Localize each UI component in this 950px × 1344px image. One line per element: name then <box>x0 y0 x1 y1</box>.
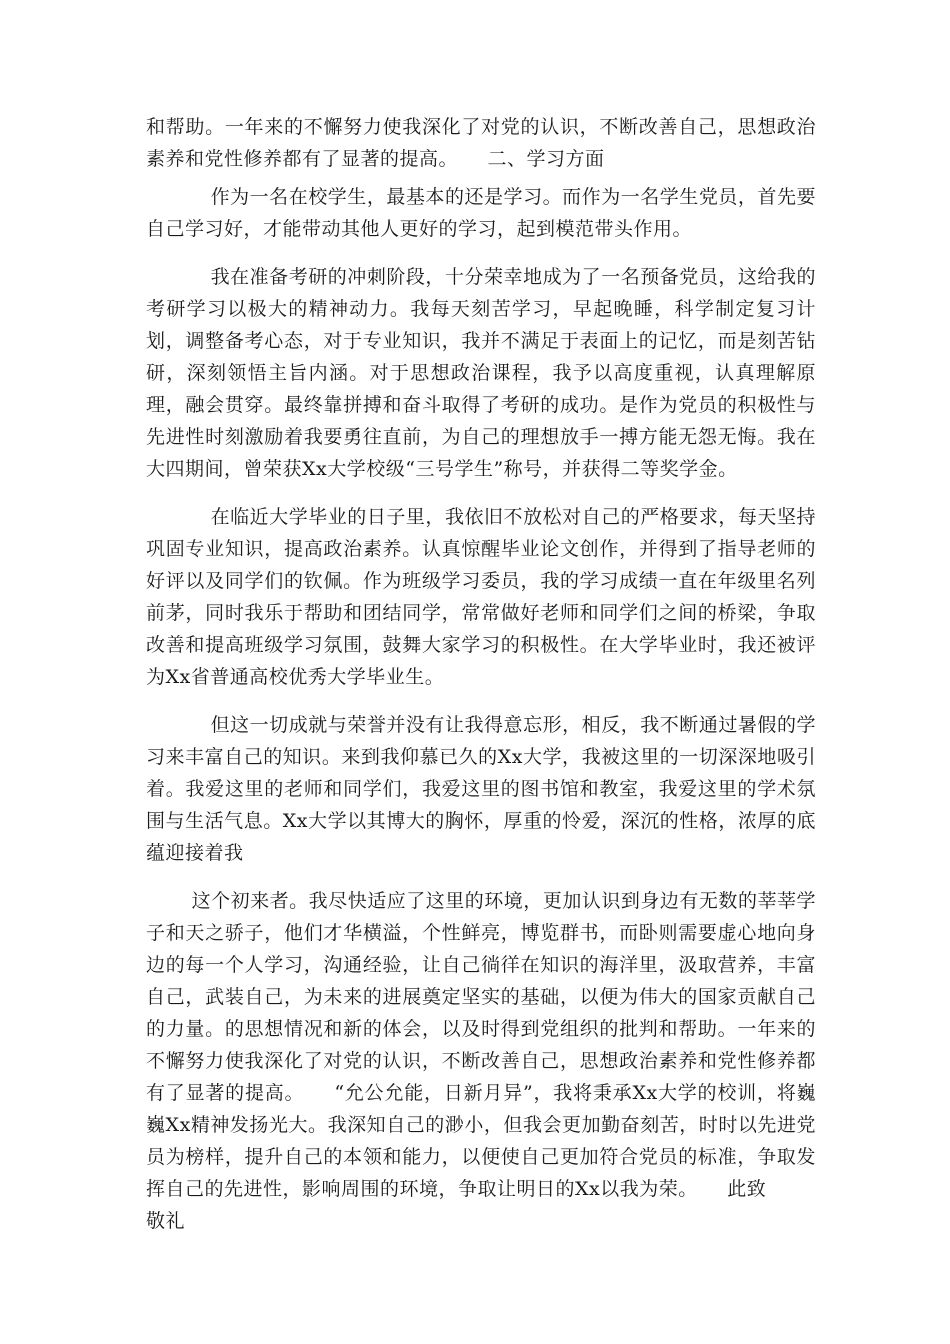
paragraph-study-intro: 作为一名在校学生，最基本的还是学习。而作为一名学生党员，首先要自己学习好，才能带动其他人更好的学习，起到模范带头作用。 <box>146 186 816 240</box>
paragraph-exam-preparation: 我在准备考研的冲刺阶段，十分荣幸地成为了一名预备党员，这给我的考研学习以极大的精神动力。我每天刻苦学习，早起晚睡，科学制定复习计划，调整备考心态，对于专业知识，我并不满足于表面上的记忆，而是刻苦钻研，深刻领悟主旨内涵。对于思想政治课程，我予以高度重视，认真理解原理，融会贯穿。最终靠拼搏和奋斗取得了考研的成功。是作为党员的积极性与先进性时刻激励着我要勇往直前，为自己的理想放手一搏方能无怨无悔。我在大四期间，曾荣获Xx大学校级“三号学生”称号，并获得二等奖学金。 <box>146 266 816 480</box>
paragraph-graduation: 在临近大学毕业的日子里，我依旧不放松对自己的严格要求，每天坚持巩固专业知识，提高政治素养。认真惊醒毕业论文创作，并得到了指导老师的好评以及同学们的钦佩。作为班级学习委员，我的学习成绩一直在年级里名列前茅，同时我乐于帮助和团结同学，常常做好老师和同学们之间的桥梁，争取改善和提高班级学习氛围，鼓舞大家学习的积极性。在大学毕业时，我还被评为Xx省普通高校优秀大学毕业生。 <box>146 506 816 688</box>
closing-salutation: 敬礼 <box>146 1210 186 1232</box>
document-body <box>146 111 816 1237</box>
paragraph-newcomer: 这个初来者。我尽快适应了这里的环境，更加认识到身边有无数的莘莘学子和天之骄子，他们才华横溢，个性鲜亮，博览群书，而卧则需要虚心地向身边的每一个人学习，沟通经验，让自己徜徉在知识的海洋里，汲取营养，丰富自己，武装自己，为未来的进展奠定坚实的基础，以便为伟大的国家贡献自己的力量。的思想情况和新的体会，以及时得到党组织的批判和帮助。一年来的不懈努力使我深化了对党的认识，不断改善自己，思想政治素养和党性修养都有了显著的提高。 “允公允能，日新月异”，我将秉承Xx大学的校训，将巍巍Xx精神发扬光大。我深知自己的渺小，但我会更加勤奋刻苦，时时以先进党员为榜样，提升自己的本领和能力，以便使自己更加符合党员的标准，争取发挥自己的先进性，影响周围的环境，争取让明日的Xx以我为荣。 此致 <box>146 890 816 1200</box>
paragraph-achievements: 但这一切成就与荣誉并没有让我得意忘形，相反，我不断通过暑假的学习来丰富自己的知识。来到我仰慕已久的Xx大学，我被这里的一切深深地吸引着。我爱这里的老师和同学们，我爱这里的图书馆和教室，我爱这里的学术氛围与生活气息。Xx大学以其博大的胸怀，厚重的怜爱，深沉的性格，浓厚的底蕴迎接着我 <box>146 714 816 864</box>
paragraph-continuation: 和帮助。一年来的不懈努力使我深化了对党的认识，不断改善自己，思想政治素养和党性修养都有了显著的提高。 二、学习方面 <box>146 116 816 170</box>
